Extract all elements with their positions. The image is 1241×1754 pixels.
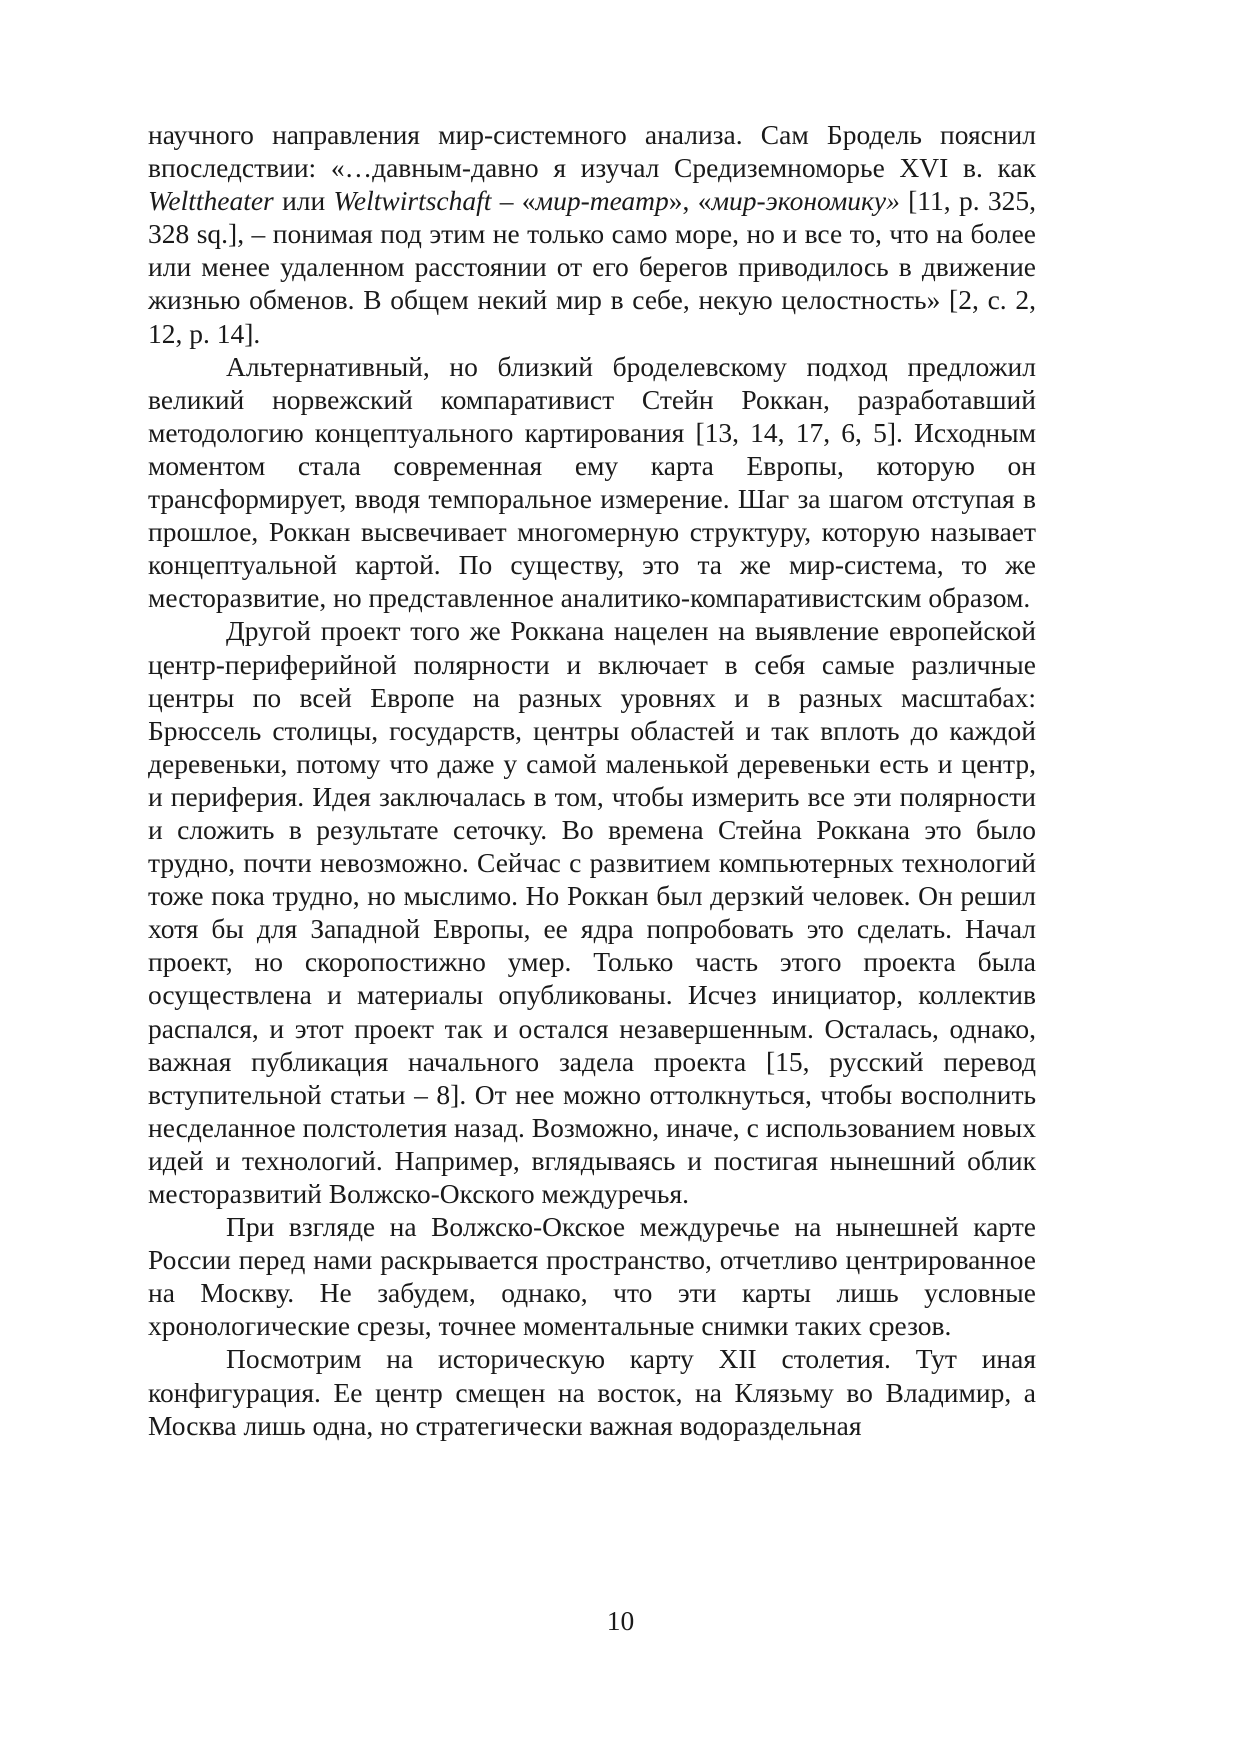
italic-text: Weltwirtschaft [333,185,492,217]
italic-text: мир-театр [535,185,669,217]
paragraph [148,350,1036,615]
paragraph [148,1210,1036,1342]
italic-text: мир-экономику» [711,185,900,217]
text-run: При взгляде на Волжско-Окское междуречье на нынешней карте России перед нами раскрывается пространство, отчетливо центрированное на Москву. Не забудем, однако, что эти карты лишь условные хронологические срезы, точнее моментальные снимки таких срезов. [148,1211,1036,1342]
page-number: 10 [606,1605,635,1636]
text-run: Посмотрим на историческую карту XII столетия. Тут иная конфигурация. Ее центр смещен на восток, на Клязьму во Владимир, а Москва лишь одна, но стратегически важная водораздельная [148,1343,1036,1441]
paragraph [148,1342,1036,1441]
paragraph [148,118,1036,350]
body-text [148,118,1036,1442]
text-run: – « [491,185,536,217]
text-run: Альтернативный, но близкий броделевскому подход предложил великий норвежский компаративист Стейн Роккан, разработавший методологию концептуального картирования [13, 14, 17, 6, 5]. Исходным моментом стала современная ему карта Европы, которую он трансформирует, вводя темпоральное измерение. Шаг за шагом отступая в прошлое, Роккан высвечивает многомерную структуру, которую называет концептуальной картой. По существу, это та же мир-система, то же месторазвитие, но представленное аналитико-компаративистским образом. [148,350,1036,614]
text-run: или [273,185,334,217]
text-run: научного направления мир-системного анализа. Сам Бродель пояснил впоследствии: «…давным-давно я изучал Средиземноморье XVI в. как [148,119,1036,184]
paragraph [148,614,1036,1210]
text-run: Другой проект того же Роккана нацелен на выявление европейской центр-периферийной полярности и включает в себя самые различные центры по всей Европе на разных уровнях и в разных масштабах: Брюссель столицы, государств, центры областей и так вплоть до каждой деревеньки, потому что даже у самой маленькой деревеньки есть и центр, и периферия. Идея заключалась в том, чтобы измерить все эти полярности и сложить в результате сеточку. Во времена Стейна Роккана это было трудно, почти невозможно. Сейчас с развитием компьютерных технологий тоже пока трудно, но мыслимо. Но Роккан был дерзкий человек. Он решил хотя бы для Западной Европы, ее ядра попробовать это сделать. Начал проект, но скоропостижно умер. Только часть этого проекта была осуществлена и материалы опубликованы. Исчез инициатор, коллектив распался, и этот проект так и остался незавершенным. Осталась, однако, важная публикация начального задела проекта [15, русский перевод вступительной статьи – 8]. От нее можно оттолкнуться, чтобы восполнить несделанное полстолетия назад. Возможно, иначе, с использованием новых идей и технологий. Например, вглядываясь и постигая нынешний облик месторазвитий Волжско-Окского междуречья. [148,615,1036,1209]
text-run: », « [668,185,712,217]
text-run: [11, p. 325, 328 sq.], – понимая под этим не только само море, но и все то, что на более или менее удаленном расстоянии от его берегов приводилось в движение жизнью обменов. В общем некий мир в себе, некую целостность» [2, с. 2, 12, р. 14]. [148,185,1036,349]
italic-text: Welttheater [148,185,274,217]
